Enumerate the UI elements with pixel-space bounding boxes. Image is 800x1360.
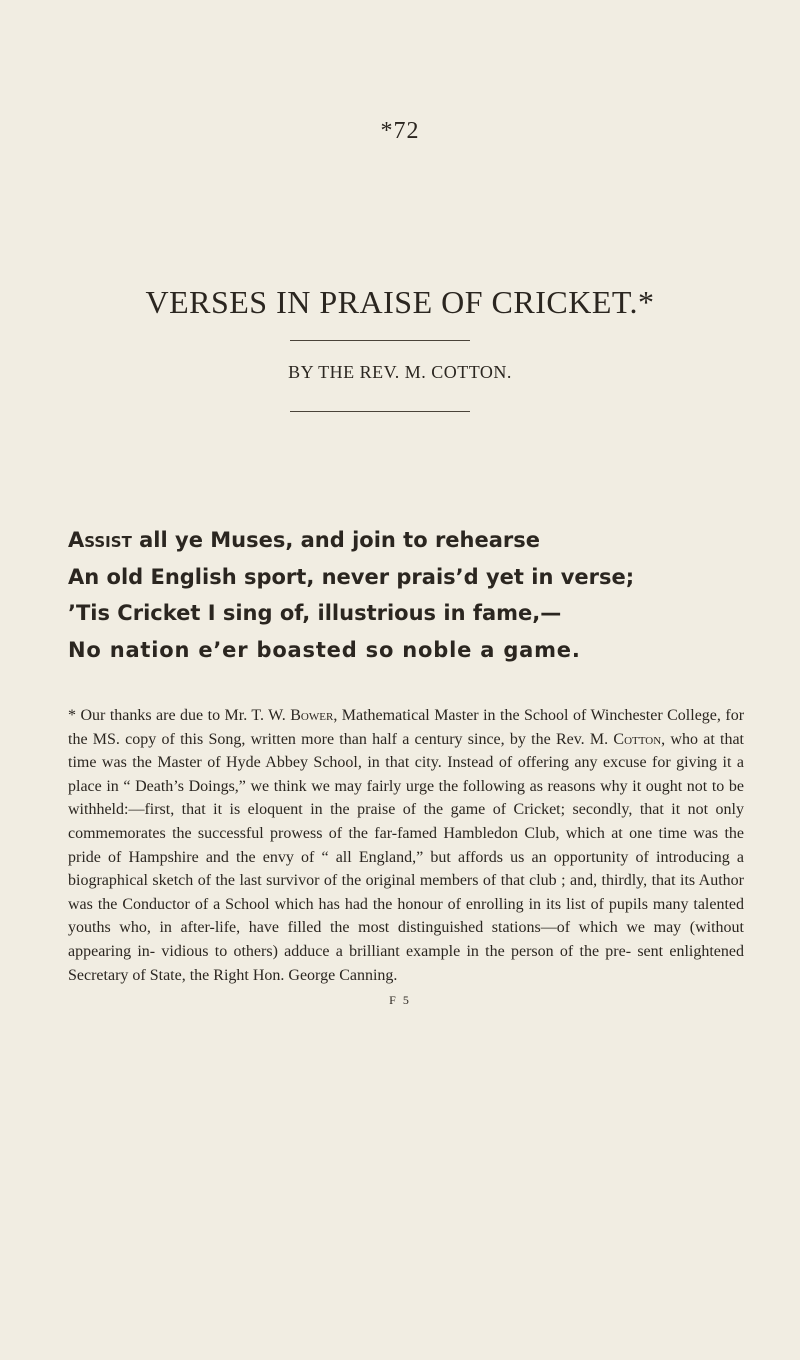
footnote-text: written more than half a century since, by the Rev. M. [250,730,614,748]
footnote-text: prowess of the far-famed Hambledon Club, which at one time was the [270,824,745,842]
footnote-text: the original members of that club ; and, thirdly, that its Author was the [68,872,745,913]
footnote-text: think we may fairly urge the following as reasons why it ought not to [273,777,725,795]
footnote-text: opportunity of introducing a biographical sketch of the last survivor of [68,848,745,890]
footnote-text: of offering any excuse for giving it a place in “ Death’s Doings,” we [68,754,745,795]
page-number: *72 [380,118,420,144]
rule-top [290,340,470,341]
footnote-text: most distinguished stations—of which we may (without appearing in- [68,919,744,960]
rule-bottom [290,411,470,412]
footnote-text: , who [661,730,698,748]
footnote-text: Cricket; secondly, that it not only commemorates the successful [68,801,744,842]
verse-line: An old English sport, never prais’d yet in verse; [68,564,635,589]
footnote [68,704,744,987]
verse-line-rest: all ye Muses, and join to rehearse [131,528,541,552]
verse-line: ’Tis Cricket I sing of, illustrious in fame,— [68,601,562,625]
footnote-text: , Mathematical Master [333,707,479,724]
footnote-text: in the School of Winchester College, for the MS. copy of this Song, [68,707,745,748]
footnote-text: at that time was the Master of Hyde Abbey School, in that city. Instead [68,730,745,772]
footnote-name-bower: Bower [290,707,334,724]
signature-mark: F 5 [389,993,411,1007]
verse-line [68,522,748,559]
footnote-text: Conductor of a School which has had the honour of enrolling in its [122,895,562,913]
footnote-name-cotton: Cotton [613,730,662,748]
footnote-text: sent enlightened Secretary of State, the Right Hon. George Canning. [68,942,745,984]
title: VERSES IN PRAISE OF CRICKET.* [145,284,655,320]
byline: BY THE REV. M. COTTON. [288,362,512,382]
verse [68,522,748,668]
footnote-text: pride of Hampshire and the envy of “ all England,” but affords us an [68,848,547,866]
footnote-text: vidious to others) adduce a brilliant example in the person of the pre- [161,942,632,960]
footnote-text: be withheld:—first, that it is eloquent in the praise of the game of [68,777,745,819]
verse-line: No nation e’er boasted so noble a game. [68,637,581,662]
verse-initial-word: Assist [68,528,132,552]
footnote-text: * Our thanks are due to Mr. T. W. [68,707,291,724]
footnote-text: list of pupils many talented youths who, in after-life, have filled the [68,895,745,937]
